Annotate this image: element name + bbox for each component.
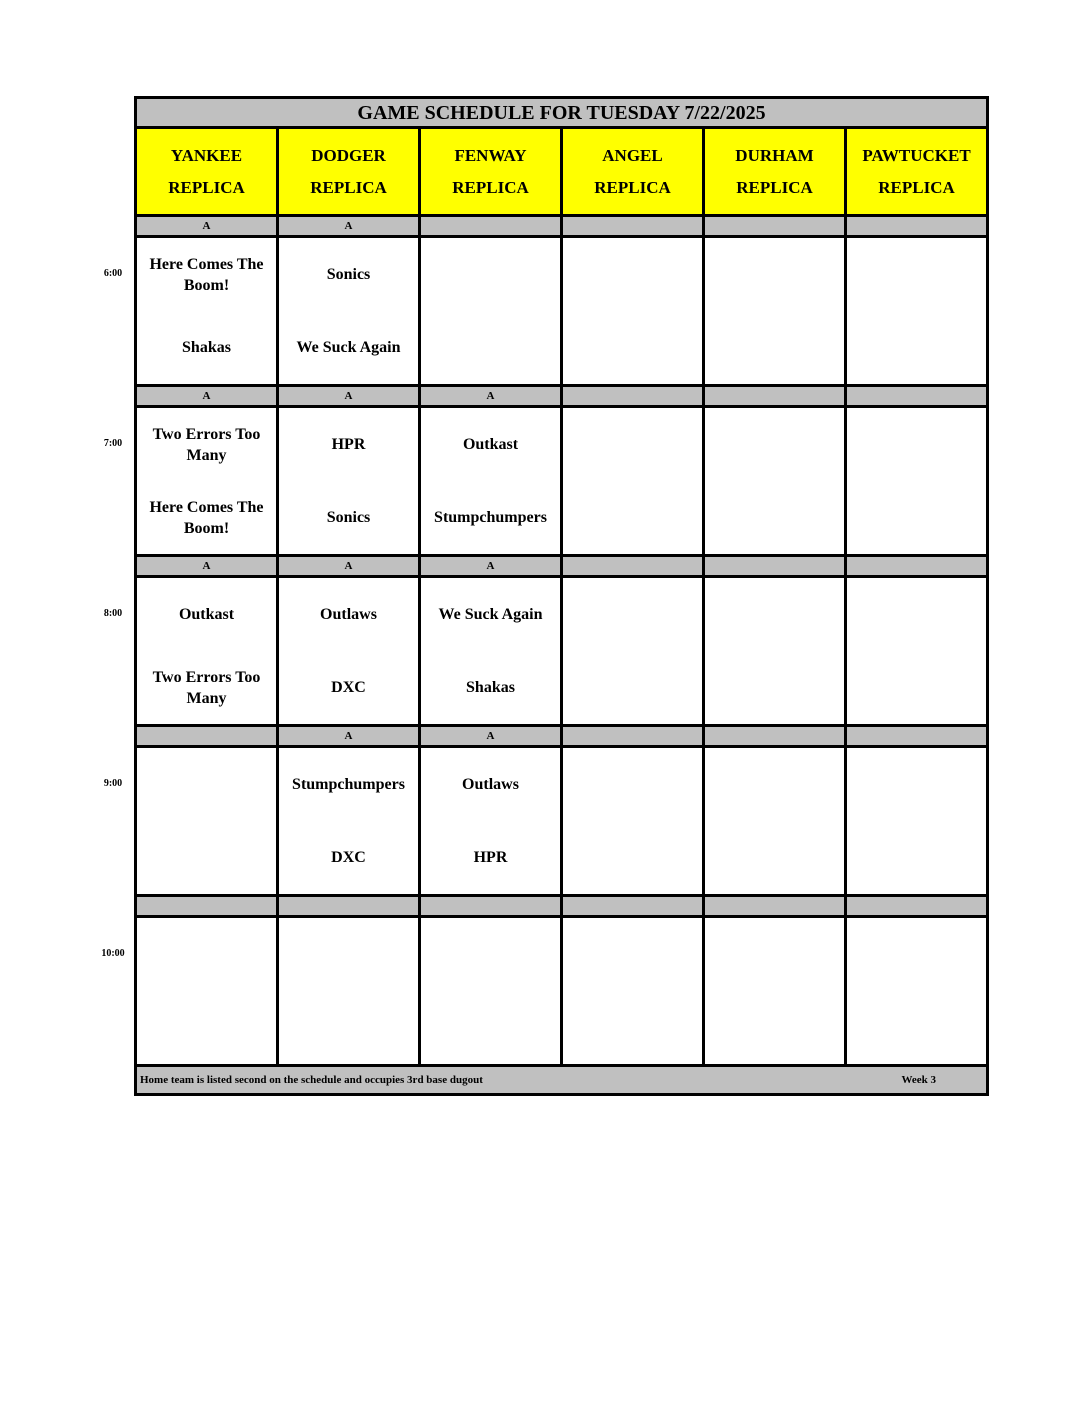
field-header-dodger <box>279 129 421 214</box>
field-name: PAWTUCKET <box>862 145 971 165</box>
away-team: Sonics <box>326 266 371 283</box>
game-row <box>137 918 986 1067</box>
away-team <box>563 238 702 311</box>
home-team <box>705 481 844 554</box>
home-team <box>421 991 560 1064</box>
home-team <box>847 481 986 554</box>
slot-tag: A <box>279 217 421 235</box>
home-team <box>847 651 986 724</box>
home-team <box>705 311 844 384</box>
away-team: Outlaws <box>462 776 519 793</box>
home-team <box>137 821 276 894</box>
away-team <box>563 918 702 991</box>
away-team <box>563 408 702 481</box>
time-label-1000: 10:00 <box>101 948 125 959</box>
slot-tag <box>421 897 563 915</box>
field-name: FENWAY <box>454 145 527 165</box>
slot-tag <box>137 897 279 915</box>
slot-tag <box>705 217 847 235</box>
slot-tag: A <box>421 557 563 575</box>
slot-tag <box>279 897 421 915</box>
game-cell <box>563 238 705 384</box>
home-team <box>705 991 844 1064</box>
home-team <box>563 991 702 1064</box>
home-team: HPR <box>473 849 508 866</box>
slot-tag: A <box>421 387 563 405</box>
slot-tag-row <box>137 897 986 918</box>
game-cell <box>705 238 847 384</box>
time-label-700: 7:00 <box>103 438 123 449</box>
away-team: Here Comes The Boom! <box>149 255 264 294</box>
field-subtitle: REPLICA <box>736 177 813 197</box>
slot-tag-row <box>137 217 986 238</box>
field-subtitle: REPLICA <box>452 177 529 197</box>
game-cell <box>421 578 563 724</box>
home-team: Here Comes The Boom! <box>149 498 264 537</box>
away-team <box>563 748 702 821</box>
home-team: DXC <box>331 849 366 866</box>
away-team <box>847 748 986 821</box>
away-team <box>705 238 844 311</box>
slot-tag: A <box>421 727 563 745</box>
away-team <box>705 408 844 481</box>
away-team <box>847 408 986 481</box>
game-cell <box>421 408 563 554</box>
slot-tag <box>847 727 986 745</box>
game-cell <box>279 918 421 1064</box>
time-label-900: 9:00 <box>103 778 123 789</box>
field-header-durham <box>705 129 847 214</box>
slot-tag: A <box>137 217 279 235</box>
game-cell <box>847 408 986 554</box>
away-team <box>705 748 844 821</box>
home-team: Shakas <box>182 339 231 356</box>
away-team: Outlaws <box>320 606 377 623</box>
home-team <box>137 991 276 1064</box>
home-team <box>563 481 702 554</box>
home-team: Sonics <box>326 509 371 526</box>
field-header-yankee <box>137 129 279 214</box>
away-team <box>705 918 844 991</box>
field-subtitle: REPLICA <box>878 177 955 197</box>
field-subtitle: REPLICA <box>168 177 245 197</box>
slot-tag <box>705 387 847 405</box>
slot-tag-row <box>137 727 986 748</box>
away-team: We Suck Again <box>438 606 543 623</box>
schedule-title: GAME SCHEDULE FOR TUESDAY 7/22/2025 <box>137 99 986 129</box>
home-team-note: Home team is listed second on the schedule and occupies 3rd base dugout <box>140 1074 483 1086</box>
game-row <box>137 238 986 387</box>
game-cell <box>705 408 847 554</box>
away-team <box>705 578 844 651</box>
field-header-fenway <box>421 129 563 214</box>
home-team: We Suck Again <box>296 339 401 356</box>
slot-tag: A <box>137 557 279 575</box>
slot-tag: A <box>279 387 421 405</box>
field-header-angel <box>563 129 705 214</box>
home-team: Stumpchumpers <box>434 509 547 526</box>
slot-tag <box>705 727 847 745</box>
slot-tag <box>563 387 705 405</box>
time-label-800: 8:00 <box>103 608 123 619</box>
slot-tag <box>705 897 847 915</box>
home-team <box>279 991 418 1064</box>
away-team: Two Errors Too Many <box>152 425 261 464</box>
slot-tag <box>847 387 986 405</box>
game-row <box>137 748 986 897</box>
home-team <box>847 821 986 894</box>
home-team: Shakas <box>466 679 515 696</box>
away-team <box>563 578 702 651</box>
slot-tag-row <box>137 557 986 578</box>
time-slots <box>137 217 986 1067</box>
game-cell <box>705 748 847 894</box>
game-row <box>137 578 986 727</box>
game-cell <box>137 748 279 894</box>
game-cell <box>279 578 421 724</box>
slot-tag <box>421 217 563 235</box>
field-name: DODGER <box>311 145 386 165</box>
slot-tag <box>847 217 986 235</box>
away-team: Outkast <box>178 606 235 623</box>
home-team <box>705 651 844 724</box>
home-team <box>421 311 560 384</box>
away-team <box>847 578 986 651</box>
game-cell <box>137 408 279 554</box>
away-team: HPR <box>331 436 366 453</box>
game-cell <box>421 238 563 384</box>
slot-tag <box>137 727 279 745</box>
slot-tag <box>847 557 986 575</box>
away-team <box>421 918 560 991</box>
slot-tag <box>705 557 847 575</box>
time-label-600: 6:00 <box>103 268 123 279</box>
week-label: Week 3 <box>901 1074 936 1086</box>
game-cell <box>705 578 847 724</box>
home-team <box>563 311 702 384</box>
schedule-table <box>134 96 989 1096</box>
game-cell <box>137 238 279 384</box>
game-cell <box>279 408 421 554</box>
away-team <box>847 918 986 991</box>
slot-tag <box>563 897 705 915</box>
game-cell <box>421 918 563 1064</box>
game-cell <box>279 238 421 384</box>
field-name: DURHAM <box>735 145 814 165</box>
game-cell <box>847 578 986 724</box>
home-team <box>847 991 986 1064</box>
slot-tag-row <box>137 387 986 408</box>
game-cell <box>563 748 705 894</box>
field-header-row <box>137 129 986 217</box>
home-team <box>847 311 986 384</box>
game-cell <box>421 748 563 894</box>
field-name: ANGEL <box>602 145 663 165</box>
away-team <box>137 748 276 821</box>
home-team: Two Errors Too Many <box>152 668 261 707</box>
game-cell <box>563 578 705 724</box>
game-cell <box>563 408 705 554</box>
slot-tag <box>563 557 705 575</box>
game-cell <box>563 918 705 1064</box>
game-cell <box>137 918 279 1064</box>
game-cell <box>279 748 421 894</box>
field-subtitle: REPLICA <box>310 177 387 197</box>
away-team: Outkast <box>462 436 519 453</box>
home-team <box>563 651 702 724</box>
away-team <box>279 918 418 991</box>
slot-tag: A <box>279 557 421 575</box>
field-header-pawtucket <box>847 129 986 214</box>
away-team <box>421 238 560 311</box>
slot-tag: A <box>137 387 279 405</box>
game-row <box>137 408 986 557</box>
game-cell <box>705 918 847 1064</box>
slot-tag <box>563 727 705 745</box>
game-cell <box>847 748 986 894</box>
home-team <box>563 821 702 894</box>
home-team <box>705 821 844 894</box>
schedule-footer <box>137 1067 986 1093</box>
slot-tag <box>847 897 986 915</box>
field-name: YANKEE <box>170 145 243 165</box>
game-cell <box>137 578 279 724</box>
slot-tag: A <box>279 727 421 745</box>
slot-tag <box>563 217 705 235</box>
away-team: Stumpchumpers <box>292 776 405 793</box>
away-team <box>137 918 276 991</box>
home-team: DXC <box>331 679 366 696</box>
away-team <box>847 238 986 311</box>
game-cell <box>847 238 986 384</box>
field-subtitle: REPLICA <box>594 177 671 197</box>
game-cell <box>847 918 986 1064</box>
